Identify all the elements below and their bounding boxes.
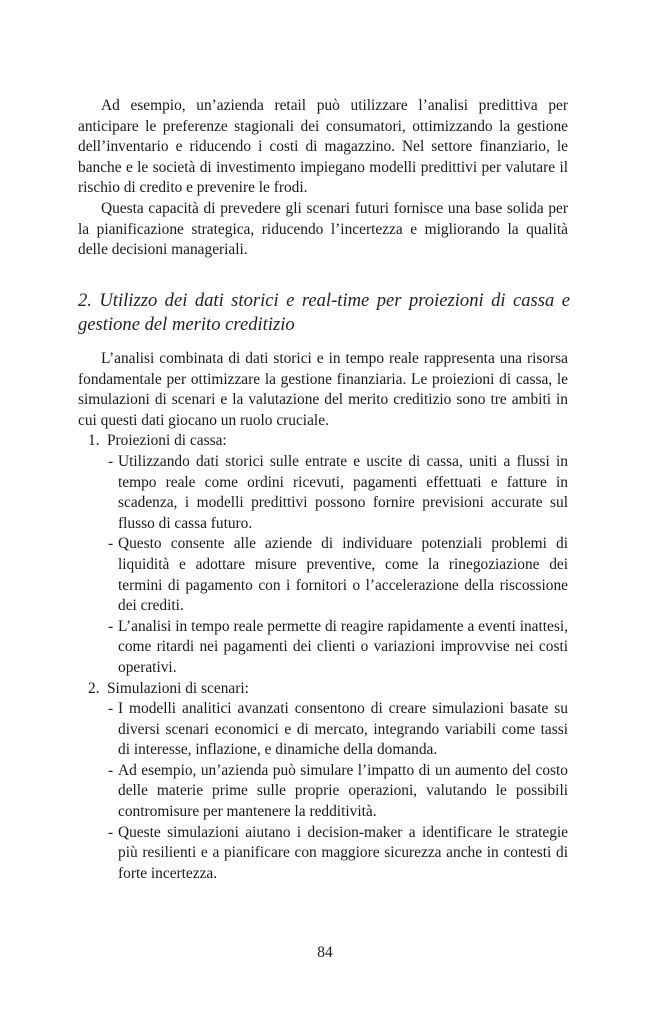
- list-title-text: Simulazioni di scenari:: [107, 679, 249, 697]
- list-item: [78, 679, 568, 885]
- bullet-text: Questo consente alle aziende di individuare potenziali problemi di liquidità e adottare misure preventive, come la rinegoziazione dei termini di pagamento con i fornitori o l’accelerazione della riscossione dei crediti.: [118, 535, 568, 615]
- dash-marker: -: [108, 535, 114, 553]
- bullet-text: L’analisi in tempo reale permette di reagire rapidamente a eventi inattesi, come ritardi nei pagamenti dei clienti o variazioni improvvise nei costi operativi.: [118, 617, 568, 676]
- list-title-text: Proiezioni di cassa:: [107, 432, 227, 450]
- bullet-item: [78, 534, 568, 616]
- section-intro-paragraph: L’analisi combinata di dati storici e in tempo reale rappresenta una risorsa fondamentale per ottimizzare la gestione finanziaria. Le proiezioni di cassa, le simulazioni di scenari e la valutazione del merito creditizio sono tre ambiti in cui questi dati giocano un ruolo cruciale.: [78, 350, 568, 429]
- bullet-text: Ad esempio, un’azienda può simulare l’impatto di un aumento del costo delle materie prime sulle proprie operazioni, valutando le possibili contromisure per mantenere la redditività.: [118, 761, 568, 821]
- dash-marker: -: [108, 452, 114, 470]
- bullet-text: Utilizzando dati storici sulle entrate e uscite di cassa, uniti a flussi in tempo reale come ordini ricevuti, pagamenti effettuati e fatture in scadenza, i modelli predittivi possono fornire previsioni accurate sul flusso di cassa futuro.: [118, 452, 568, 532]
- intro-block: [78, 96, 568, 261]
- list-item-title: [78, 679, 568, 700]
- list-number: 2.: [88, 679, 100, 697]
- bullet-text: I modelli analitici avanzati consentono di creare simulazioni basate su diversi scenari economici e di mercato, integrando variabili come tassi di interesse, inflazione, e dinamiche della domanda.: [118, 700, 568, 759]
- bullet-item: [78, 761, 568, 823]
- dash-marker: -: [108, 823, 114, 841]
- dash-marker: -: [108, 761, 114, 779]
- paragraph: Ad esempio, un’azienda retail può utilizzare l’analisi predittiva per anticipare le preferenze stagionali dei consumatori, ottimizzando la gestione dell’inventario e riducendo i costi di magazzino. Nel settore finanziario, le banche e le società di investimento impiegano modelli predittivi per valutare il rischio di credito e prevenire le frodi.: [78, 97, 568, 197]
- section-heading: 2. Utilizzo dei dati storici e real-time per proiezioni di cassa e gestione del merito creditizio: [78, 290, 570, 335]
- bullet-item: [78, 823, 568, 885]
- section-body: [78, 349, 568, 884]
- bullet-list: [78, 699, 568, 884]
- list-item-title: [78, 431, 568, 452]
- paragraph: Questa capacità di prevedere gli scenari futuri fornisce una base solida per la pianificazione strategica, riducendo l’incertezza e migliorando la qualità delle decisioni manageriali.: [78, 199, 568, 259]
- dash-marker: -: [108, 700, 114, 718]
- list-number: 1.: [88, 432, 100, 450]
- page-number: 84: [317, 944, 333, 961]
- bullet-text: Queste simulazioni aiutano i decision-maker a identificare le strategie più resilienti e a pianificare con maggiore sicurezza anche in contesti di forte incertezza.: [118, 823, 568, 882]
- bullet-item: [78, 452, 568, 534]
- bullet-item: [78, 617, 568, 679]
- dash-marker: -: [108, 617, 114, 635]
- bullet-item: [78, 699, 568, 761]
- list-item: [78, 431, 568, 678]
- bullet-list: [78, 452, 568, 679]
